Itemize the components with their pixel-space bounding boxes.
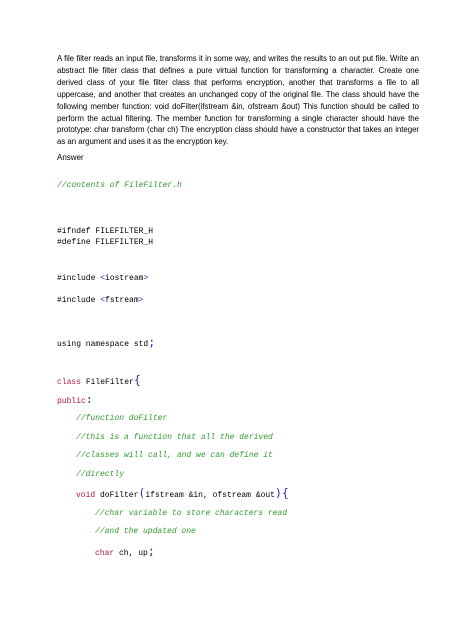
comment-text: //this is a function that all the derived (76, 433, 273, 442)
class-keyword: class (57, 378, 82, 387)
comment-text: //and the updated one (95, 527, 196, 536)
function-name: doFilter (95, 491, 139, 500)
char-keyword: char (95, 549, 115, 558)
comment-text: //directly (76, 470, 125, 479)
angle-close: > (138, 296, 144, 305)
angle-open: < (100, 274, 106, 283)
angle-close: > (143, 274, 149, 283)
code-comment-directly (76, 469, 124, 481)
code-define-line: #define FILEFILTER_H (57, 238, 154, 247)
semicolon: ; (147, 544, 155, 558)
open-brace: { (133, 373, 141, 387)
include-name: fstream (105, 296, 139, 305)
variable-list: ch, up (114, 549, 148, 558)
comment-text: //contents of FileFilter.h (57, 181, 182, 190)
code-class-line (57, 374, 141, 389)
comment-text: //function doFilter (76, 414, 168, 423)
function-params: ifstream &in, ofstream &out (145, 491, 275, 500)
include-directive: #include (57, 296, 101, 305)
code-dofilter-line (76, 487, 289, 502)
include-directive: #include (57, 274, 101, 283)
open-brace: { (281, 486, 289, 500)
code-header-comment (57, 180, 182, 192)
code-using-line (57, 336, 155, 351)
colon: : (85, 392, 93, 406)
void-keyword: void (76, 491, 96, 500)
code-comment-this (76, 432, 273, 444)
public-keyword: public (57, 397, 86, 406)
code-comment-classes (76, 450, 273, 462)
code-public-line (57, 393, 93, 408)
class-name: FileFilter (81, 378, 134, 387)
code-comment-updated (95, 526, 196, 538)
code-include-fstream (57, 295, 143, 307)
angle-open: < (100, 296, 106, 305)
code-char-line (95, 545, 155, 560)
answer-label: Answer (57, 153, 84, 162)
using-text: using namespace std (57, 340, 149, 349)
code-comment-function (76, 413, 167, 425)
semicolon: ; (148, 335, 156, 349)
comment-text: //classes will call, and we can define it (76, 451, 273, 460)
question-text: A file filter reads an input file, transforms it in some way, and writes the results to an out put file. Write an abstract file filter class that defines a pure virtual function for transforming a character. Create one derived class of your file filter class that performs encryption, another that transforms a file to all uppercase, and another that creates an unchanged copy of the original file. The class should have the following member function: void doFilter(ifstream &in, ofstream &out) This function should be called to perform the actual filtering. The member function for transforming a single character should have the prototype: char transform (char ch) The encryption class should have a constructor that takes an integer as an argument and uses it as the encryption key. (57, 54, 419, 147)
paren-open: ( (138, 486, 146, 500)
include-name: iostream (105, 274, 144, 283)
comment-text: //char variable to store characters read (95, 509, 288, 518)
paren-close: ) (274, 486, 282, 500)
code-include-iostream (57, 273, 148, 285)
code-ifndef-line: #ifndef FILEFILTER_H (57, 227, 154, 236)
code-comment-char-var (95, 508, 287, 520)
